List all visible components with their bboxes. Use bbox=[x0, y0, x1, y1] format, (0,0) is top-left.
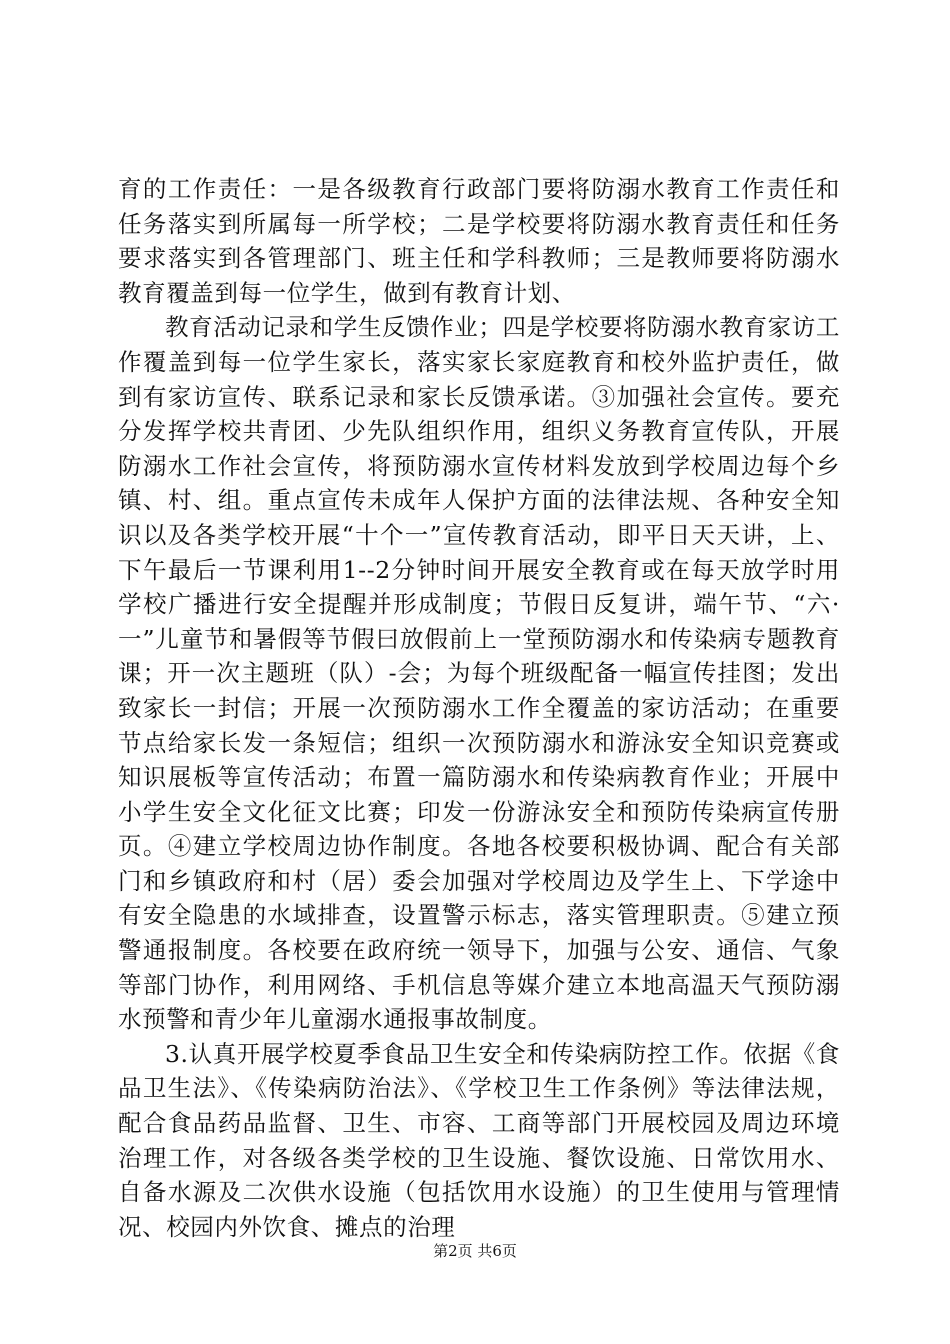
paragraph-food-safety: 3.认真开展学校夏季食品卫生安全和传染病防控工作。依据《食品卫生法》、《传染病防治法》、《学校卫生工作条例》等法律法规，配合食品药品监督、卫生、市容、工商等部门开展校园及周边环境治理工作，对各级各类学校的卫生设施、餐饮设施、日常饮用水、自备水源及二次供水设施（包括饮用水设施）的卫生使用与管理情况、校园内外饮食、摊点的治理 bbox=[118, 1039, 840, 1241]
paragraph-continuation: 育的工作责任：一是各级教育行政部门要将防溺水教育工作责任和任务落实到所属每一所学校；二是学校要将防溺水教育责任和任务要求落实到各管理部门、班主任和学科教师；三是教师要将防溺水教育覆盖到每一位学生，做到有教育计划、 bbox=[118, 175, 840, 307]
paragraph-drowning-prevention: 教育活动记录和学生反馈作业；四是学校要将防溺水教育家访工作覆盖到每一位学生家长，落实家长家庭教育和校外监护责任，做到有家访宣传、联系记录和家长反馈承诺。③加强社会宣传。要充分发挥学校共青团、少先队组织作用，组织义务教育宣传队，开展防溺水工作社会宣传，将预防溺水宣传材料发放到学校周边每个乡镇、村、组。重点宣传未成年人保护方面的法律法规、各种安全知识以及各类学校开展“十个一”宣传教育活动，即平日天天讲，上、下午最后一节课利用1--2分钟时间开展安全教育或在每天放学时用学校广播进行安全提醒并形成制度；节假日反复讲，端午节、“六·一”儿童节和暑假等节假曰放假前上一堂预防溺水和传染病专题教育课；开一次主题班（队）-会；为每个班级配备一幅宣传挂图；发出致家长一封信；开展一次预防溺水工作全覆盖的家访活动；在重要节点给家长发一条短信；组织一次预防溺水和游泳安全知识竞赛或知识展板等宣传活动；布置一篇防溺水和传染病教育作业；开展中小学生安全文化征文比赛；印发一份游泳安全和预防传染病宣传册页。④建立学校周边协作制度。各地各校要积极协调、配合有关部门和乡镇政府和村（居）委会加强对学校周边及学生上、下学途中有安全隐患的水域排查，设置警示标志，落实管理职责。⑤建立预警通报制度。各校要在政府统一领导下，加强与公安、通信、气象等部门协作，利用网络、手机信息等媒介建立本地高温天气预防溺水预警和青少年儿童溺水通报事故制度。 bbox=[118, 313, 840, 1034]
body-text bbox=[118, 172, 840, 1244]
page-footer: 第2页 共6页 bbox=[433, 1242, 517, 1260]
